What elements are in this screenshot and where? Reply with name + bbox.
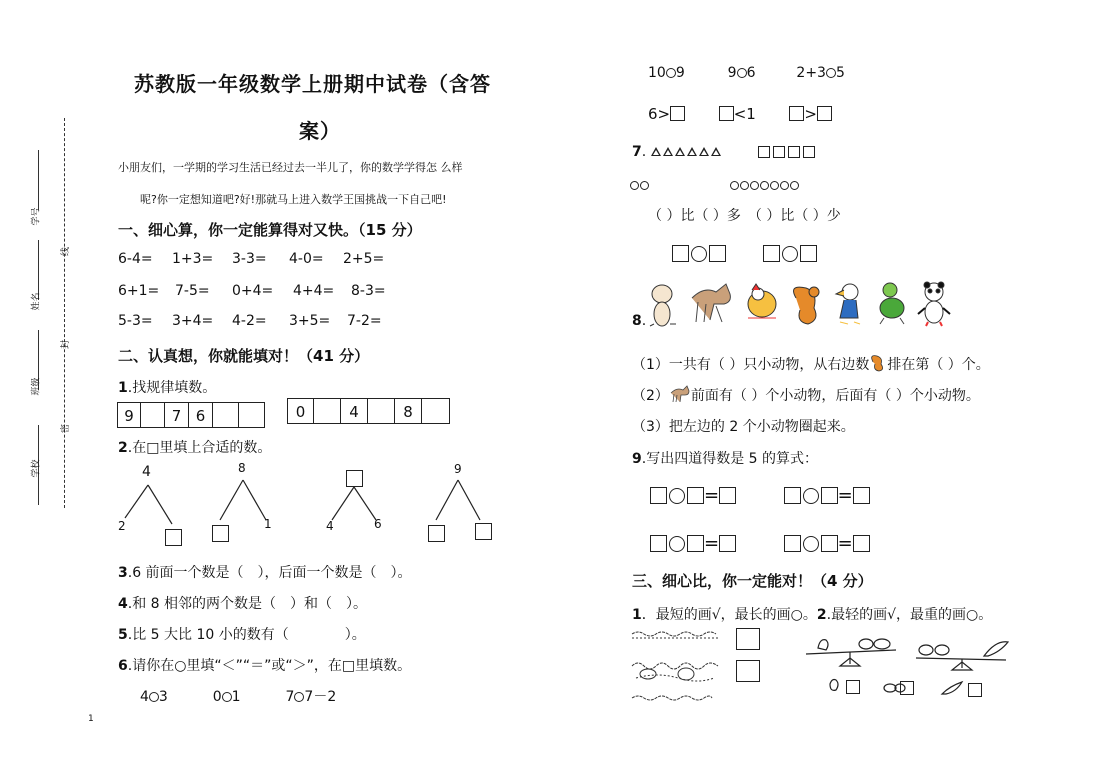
- answer-box[interactable]: [784, 487, 801, 504]
- compare-circle[interactable]: [149, 692, 159, 702]
- page-title: 苏教版一年级数学上册期中试卷（含答: [134, 72, 491, 96]
- panda-icon: [918, 282, 950, 326]
- question-5: 5.比 5 大比 10 小的数有（ ）。: [118, 627, 366, 643]
- balance-answer-box-1[interactable]: [846, 680, 860, 694]
- cat-icon: [650, 285, 676, 326]
- section1-heading: 一、细心算，你一定能算得对又快。（15 分）: [118, 221, 422, 239]
- turtle-icon: [880, 283, 904, 324]
- calc-item: 1+3=: [172, 251, 214, 267]
- calc-item: 7-2=: [347, 313, 382, 329]
- section2-heading: 二、认真想，你就能填对！（41 分）: [118, 347, 370, 365]
- calc-item: 8-3=: [351, 283, 386, 299]
- calc-item: 4-0=: [289, 251, 324, 267]
- tree1-left: 2: [118, 519, 126, 533]
- question-8: 8.: [632, 313, 647, 329]
- label-xuexiao: 学校: [31, 459, 42, 478]
- label-xingming: 姓名: [31, 292, 42, 311]
- intro-line1: 小朋友们，一学期的学习生活已经过去一半儿了，你的数学学得怎 么样: [118, 161, 463, 174]
- tree4-answer-box-left[interactable]: [428, 525, 445, 542]
- squirrel-icon: [869, 354, 887, 372]
- answer-box[interactable]: [670, 106, 685, 121]
- calc-item: 4-2=: [232, 313, 267, 329]
- rope-answer-box-1[interactable]: [736, 628, 760, 650]
- seq-cell[interactable]: [367, 398, 395, 424]
- q8-b: （2） 前面有（ ）个小动物，后面有（ ）个小动物。: [632, 385, 980, 405]
- calc-item: 3+5=: [289, 313, 331, 329]
- answer-box[interactable]: [719, 535, 736, 552]
- q9-equations-row1: = =: [650, 485, 870, 506]
- balance-answer-box-3[interactable]: [968, 683, 982, 697]
- tree3-left: 4: [326, 519, 334, 533]
- tree4-top: 9: [454, 462, 462, 476]
- tree3-right: 6: [374, 517, 382, 531]
- question-2: 2.在□里填上合适的数。: [118, 440, 272, 456]
- duck-icon: [836, 284, 860, 324]
- question-9: 9.写出四道得数是 5 的算式：: [632, 451, 819, 467]
- answer-box[interactable]: [853, 487, 870, 504]
- label-mi: 密: [61, 423, 72, 434]
- answer-box[interactable]: [853, 535, 870, 552]
- question-3: 3.6 前面一个数是（ ），后面一个数是（ ）。: [118, 565, 412, 581]
- answer-box[interactable]: [650, 487, 667, 504]
- seq-cell[interactable]: [212, 402, 239, 428]
- question-6: 6.请你在○里填“＜”“＝”或“＞”，在□里填数。: [118, 658, 412, 674]
- q6-row3: 6> <1 >: [648, 105, 832, 123]
- answer-box[interactable]: [784, 535, 801, 552]
- answer-circle[interactable]: [803, 536, 819, 552]
- squirrel-icon: [794, 287, 819, 324]
- balance-answer-box-2[interactable]: [900, 681, 914, 695]
- question-1: 1.找规律填数。: [118, 380, 217, 396]
- answer-box[interactable]: [709, 245, 726, 262]
- q9-equations-row2: = =: [650, 533, 870, 554]
- seq-cell: 6: [188, 402, 213, 428]
- calc-item: 4+4=: [293, 283, 335, 299]
- calc-item: 5-3=: [118, 313, 153, 329]
- q8-a: （1）一共有（ ）只小动物，从右边数 排在第（ ）个。: [632, 354, 990, 374]
- calc-item: 2+5=: [343, 251, 385, 267]
- triangle-row: [651, 144, 721, 160]
- tree2-top: 8: [238, 461, 246, 475]
- seq-cell: 7: [164, 402, 189, 428]
- label-xian: 线: [61, 246, 72, 257]
- question-7: 7.: [632, 144, 815, 160]
- answer-box[interactable]: [821, 535, 838, 552]
- circle-rows: [630, 177, 799, 193]
- answer-box[interactable]: [821, 487, 838, 504]
- seq-cell[interactable]: [313, 398, 341, 424]
- answer-box[interactable]: [687, 487, 704, 504]
- seq-cell: 9: [117, 402, 141, 428]
- horse-icon: [669, 385, 691, 403]
- seq-cell[interactable]: [238, 402, 265, 428]
- horse-icon: [692, 284, 730, 322]
- seq-cell: 4: [340, 398, 368, 424]
- answer-box[interactable]: [763, 245, 780, 262]
- answer-box[interactable]: [650, 535, 667, 552]
- answer-box[interactable]: [719, 487, 736, 504]
- label-xuehao: 学号: [31, 207, 42, 226]
- calc-item: 3-3=: [232, 251, 267, 267]
- rooster-icon: [748, 284, 776, 318]
- calc-item: 6-4=: [118, 251, 153, 267]
- answer-box[interactable]: [817, 106, 832, 121]
- answer-circle[interactable]: [691, 246, 707, 262]
- seq-cell[interactable]: [140, 402, 165, 428]
- answer-box[interactable]: [719, 106, 734, 121]
- label-banji: 班级: [31, 377, 42, 396]
- page-title-cont: 案）: [299, 119, 341, 143]
- answer-box[interactable]: [789, 106, 804, 121]
- q8-c: （3）把左边的 2 个小动物圈起来。: [632, 419, 855, 435]
- rope-answer-box-2[interactable]: [736, 660, 760, 682]
- answer-circle[interactable]: [782, 246, 798, 262]
- compare-circle[interactable]: [737, 68, 747, 78]
- compare-circle[interactable]: [222, 692, 232, 702]
- answer-box[interactable]: [800, 245, 817, 262]
- tree2-answer-box[interactable]: [212, 525, 229, 542]
- compare-circle[interactable]: [294, 692, 304, 702]
- page-number: 1: [88, 714, 94, 724]
- q7-compare-text: （ ）比（ ）多 （ ）比（ ）少: [648, 208, 841, 224]
- tree4-answer-box-right[interactable]: [475, 523, 492, 540]
- answer-box[interactable]: [672, 245, 689, 262]
- tree2-right: 1: [264, 517, 272, 531]
- calc-item: 3+4=: [172, 313, 214, 329]
- answer-circle[interactable]: [669, 536, 685, 552]
- calc-item: 6+1=: [118, 283, 160, 299]
- compare-circle[interactable]: [826, 68, 836, 78]
- seq-cell: 0: [287, 398, 314, 424]
- answer-box[interactable]: [687, 535, 704, 552]
- calc-item: 0+4=: [232, 283, 274, 299]
- square-row: [758, 144, 815, 160]
- section3-heading: 三、细心比，你一定能对！（4 分）: [632, 572, 873, 590]
- ropes-illustration: [628, 626, 728, 706]
- answer-circle[interactable]: [669, 488, 685, 504]
- tree3-answer-box[interactable]: [346, 470, 363, 487]
- question-4: 4.和 8 相邻的两个数是（ ）和（ ）。: [118, 596, 368, 612]
- seq-cell[interactable]: [421, 398, 450, 424]
- seq-cell: 8: [394, 398, 422, 424]
- section3-questions: 1．最短的画√，最长的画○。2.最轻的画√，最重的画○。: [632, 607, 993, 623]
- q6-row1: 4 3 0 1 7 7－2: [140, 689, 337, 705]
- answer-circle[interactable]: [803, 488, 819, 504]
- tree1-answer-box[interactable]: [165, 529, 182, 546]
- label-feng: 封: [61, 339, 72, 350]
- tree1-top: 4: [142, 464, 151, 480]
- q7-answer-expr: [672, 243, 817, 264]
- calc-item: 7-5=: [175, 283, 210, 299]
- compare-circle[interactable]: [666, 68, 676, 78]
- q6-row2: 10 9 9 6 2+3 5: [648, 65, 845, 81]
- animal-row: [644, 278, 954, 330]
- intro-line2: 呢?你一定想知道吧?好!那就马上进入数学王国挑战一下自己吧!: [140, 193, 447, 206]
